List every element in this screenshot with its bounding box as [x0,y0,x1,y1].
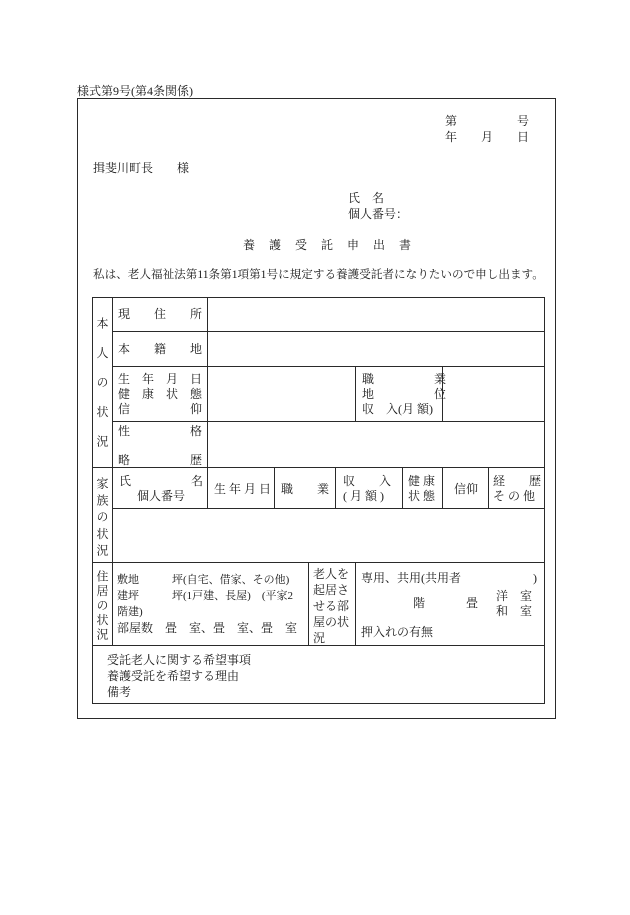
family-history-label-line2: そ の 他 [493,489,536,503]
family-entry-cell [112,508,545,563]
building-area-line2: 階建) [117,606,143,618]
family-birthdate-label: 生 年 月 日 [214,482,272,496]
applicant-my-number-label: 個人番号： [348,207,409,221]
birthdate-label: 生 年 月 日 [118,372,203,386]
form-number-label: 様式第9号(第4条関係) [77,84,193,98]
work-value-cell [442,366,545,422]
western-room-label: 洋 室 [496,589,533,603]
family-history-label-line1: 経 歴 [493,474,542,488]
japanese-room-label: 和 室 [496,604,533,618]
personality-label: 性 格 [118,424,203,438]
room-count-line: 部屋数 畳 室、畳 室、畳 室 [117,621,298,635]
date-line: 年 月 日 [445,130,530,144]
family-health-label-line2: 状 態 [408,489,436,503]
religion-label: 信 仰 [118,402,203,416]
domicile-label: 本 籍 地 [118,342,203,356]
housing-section-heading: 住居の状況 [95,570,109,643]
elder-room-label: 老人を起居させる部屋の状況 [313,567,350,645]
family-occupation-label: 職 業 [281,482,330,496]
family-section-heading: 家族の状況 [95,477,109,561]
wishes-label: 受託老人に関する希望事項 [107,653,252,667]
applicant-name-label: 氏 名 [348,191,385,205]
closet-line: 押入れの有無 [361,625,434,639]
personal-value-cell [207,366,356,422]
building-area-line1: 建坪 坪(1戸建、長屋) (平家2 [117,590,293,602]
income-label: 収 入(月 額) [362,402,433,416]
personality-value-cell [207,421,545,468]
shared-use-line: 専用、共用(共用者 ) [361,571,537,585]
site-area-line: 敷地 坪(自宅、借家、その他) [117,574,290,586]
self-section-heading: 本人の状況 [95,317,109,465]
address-value-cell [207,297,545,332]
tatami-unit: 畳 [466,596,479,610]
addressee: 揖斐川町長 様 [93,161,190,175]
health-label: 健 康 状 態 [118,387,203,401]
family-name-label: 氏 名 [119,474,204,488]
family-income-label-line2: ( 月 額 ) [343,489,384,503]
reason-label: 養護受託を希望する理由 [107,669,240,683]
document-number-line: 第 号 [445,114,530,128]
occupation-label: 職 業 [362,372,447,386]
document-title: 養 護 受 託 申 出 書 [243,238,413,252]
family-religion-label: 信仰 [454,482,479,496]
notes-label: 備考 [107,685,132,699]
address-label: 現 住 所 [118,307,203,321]
family-income-label-line1: 収 入 [343,474,392,488]
application-statement: 私は、老人福祉法第11条第1項第1号に規定する養護受託者になりたいので申し出ます。 [93,268,544,281]
history-label: 略 歴 [118,453,203,467]
family-health-label-line1: 健 康 [408,474,436,488]
floor-unit: 階 [413,596,426,610]
domicile-value-cell [207,331,545,367]
position-label: 地 位 [362,387,447,401]
family-my-number-label: 個人番号 [137,489,186,503]
